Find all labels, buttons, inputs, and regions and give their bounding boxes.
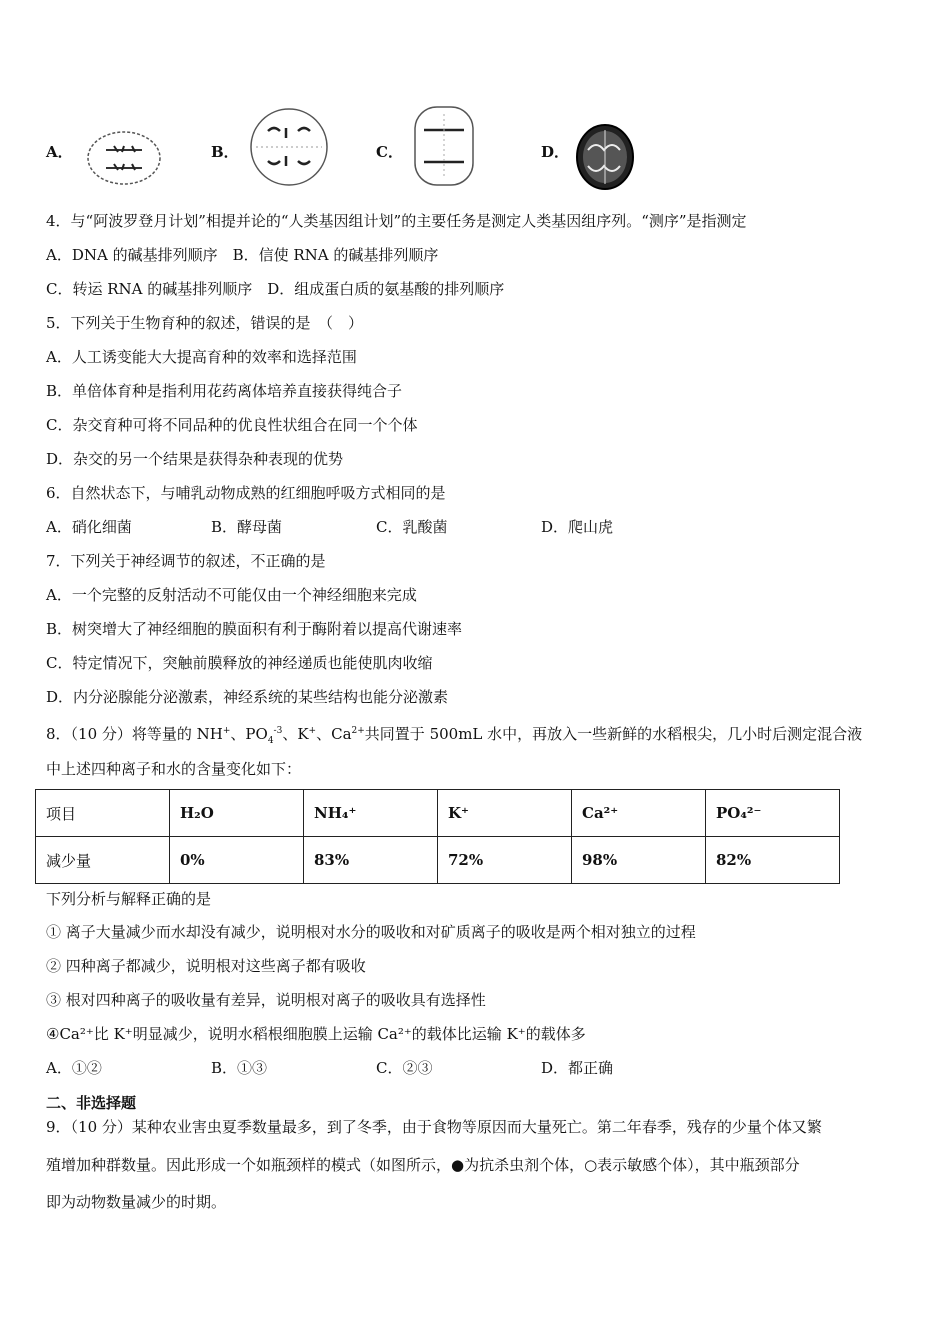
cell-division-d-icon (574, 122, 636, 192)
q8-statement-2: ② 四种离子都减少，说明根对这些离子都有吸收 (46, 957, 366, 975)
q9-line2: 殖增加种群数量。因此形成一个如瓶颈样的模式（如图所示，●为抗杀虫剂个体，○表示敏感个体），其中瓶颈部分 (46, 1156, 800, 1174)
table-cell: 82% (706, 837, 840, 884)
q5-option-a: A．人工诱变能大大提高育种的效率和选择范围 (46, 348, 357, 366)
q6-option-a: A．硝化细菌 (46, 518, 132, 536)
table-cell: NH₄⁺ (304, 790, 438, 837)
q7-option-d: D．内分泌腺能分泌激素，神经系统的某些结构也能分泌激素 (46, 688, 449, 706)
q9-line1: 9．（10 分）某种农业害虫夏季数量最多，到了冬季，由于食物等原因而大量死亡。第二年春季，残存的少量个体又繁 (46, 1118, 822, 1136)
q5-option-c: C．杂交育种可将不同品种的优良性状组合在同一个个体 (46, 416, 418, 434)
q4-options-cd: C．转运 RNA 的碱基排列顺序 D．组成蛋白质的氨基酸的排列顺序 (46, 280, 505, 298)
cell-division-a-icon (84, 124, 164, 188)
q6-option-d: D．爬山虎 (541, 518, 614, 536)
q8-statement-3: ③ 根对四种离子的吸收量有差异，说明根对离子的吸收具有选择性 (46, 991, 486, 1009)
q4-stem: 4．与“阿波罗登月计划”相提并论的“人类基因组计划”的主要任务是测定人类基因组序列。“测序”是指测定 (46, 212, 747, 230)
q5-option-b: B．单倍体育种是指利用花药离体培养直接获得纯合子 (46, 382, 403, 400)
table-cell: H₂O (170, 790, 304, 837)
table-header-row (36, 790, 840, 837)
section-heading: 二、非选择题 (46, 1094, 137, 1112)
q5-option-d: D．杂交的另一个结果是获得杂种表现的优势 (46, 450, 344, 468)
option-c-label: C． (376, 143, 403, 161)
q7-option-c: C．特定情况下，突触前膜释放的神经递质也能使肌肉收缩 (46, 654, 433, 672)
table-cell: 98% (572, 837, 706, 884)
table-cell: 72% (438, 837, 572, 884)
q7-option-a: A．一个完整的反射活动不可能仅由一个神经细胞来完成 (46, 586, 417, 604)
q8-stem-line2: 中上述四种离子和水的含量变化如下： (46, 760, 302, 778)
q6-option-c: C．乳酸菌 (376, 518, 448, 536)
option-b-label: B． (211, 143, 239, 161)
q8-option-b: B．①③ (211, 1059, 268, 1077)
q4-options-ab: A．DNA 的碱基排列顺序 B．信使 RNA 的碱基排列顺序 (46, 246, 439, 264)
option-d-label: D． (541, 143, 570, 161)
q9-line3: 即为动物数量减少的时期。 (46, 1193, 227, 1211)
table-cell: K⁺ (438, 790, 572, 837)
q8-option-d: D．都正确 (541, 1059, 614, 1077)
q6-option-b: B．酵母菌 (211, 518, 283, 536)
q8-statement-1: ① 离子大量减少而水却没有减少，说明根对水分的吸收和对矿质离子的吸收是两个相对独立的过程 (46, 923, 696, 941)
cell-division-c-icon (412, 104, 476, 188)
table-cell: 83% (304, 837, 438, 884)
table-cell: 0% (170, 837, 304, 884)
option-a-label: A． (46, 143, 73, 161)
q6-stem: 6．自然状态下，与哺乳动物成熟的红细胞呼吸方式相同的是 (46, 484, 446, 502)
table-cell: 项目 (36, 790, 170, 837)
q8-stem-line1: 8．（10 分）将等量的 NH+、$PO_4^{-3}$、K+、$Ca^{2+}$共同置于 500mL 水中，再放入一些新鲜的水稻根尖，几小时后测定混合液 (46, 725, 863, 746)
q5-stem: 5．下列关于生物育种的叙述，错误的是 （ ） (46, 314, 364, 332)
q7-stem: 7．下列关于神经调节的叙述，不正确的是 (46, 552, 326, 570)
table-cell: PO₄²⁻ (706, 790, 840, 837)
q8-statement-4: ④Ca²⁺比 K⁺明显减少，说明水稻根细胞膜上运输 Ca²⁺的载体比运输 K⁺的载体多 (46, 1025, 586, 1043)
q7-option-b: B．树突增大了神经细胞的膜面积有利于酶附着以提高代谢速率 (46, 620, 463, 638)
table-cell: Ca²⁺ (572, 790, 706, 837)
q8-analysis-prompt: 下列分析与解释正确的是 (46, 890, 212, 908)
cell-division-b-icon (248, 106, 330, 188)
ion-reduction-table (35, 789, 840, 884)
q8-option-c: C．②③ (376, 1059, 433, 1077)
table-cell: 减少量 (36, 837, 170, 884)
q8-option-a: A．①② (46, 1059, 102, 1077)
table-row (36, 837, 840, 884)
